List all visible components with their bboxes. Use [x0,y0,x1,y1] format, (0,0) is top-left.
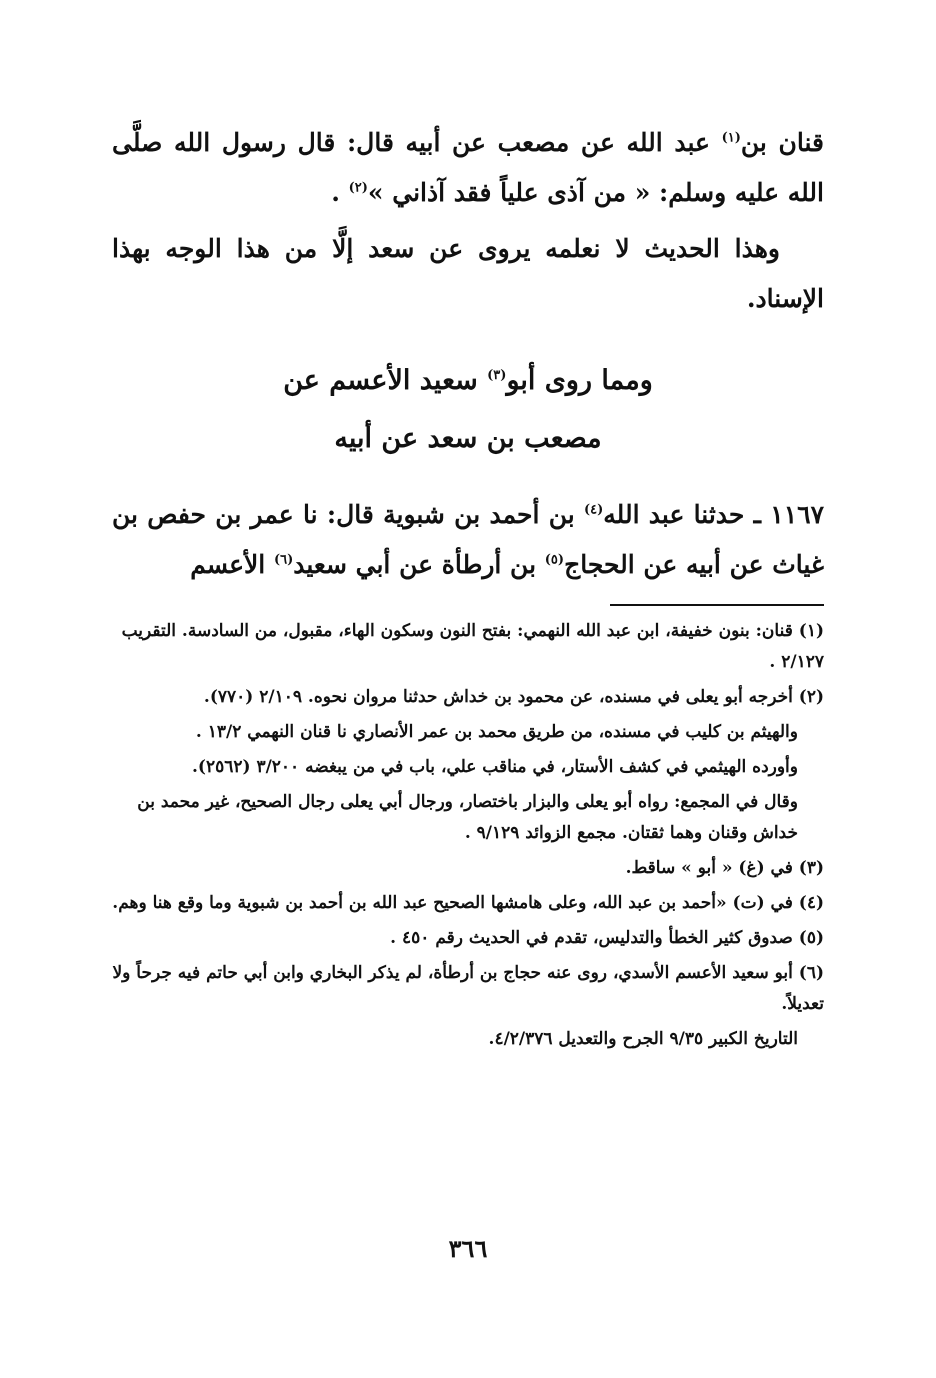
footnote-6-continuation: التاريخ الكبير ٩/٣٥ الجرح والتعديل ٤/٢/٣٧٦. [488,1029,798,1049]
footnote-ref-5[interactable]: (٥) [544,552,565,568]
footnote-ref-6[interactable]: (٦) [273,552,294,568]
footnote-2: (٢) أخرجه أبو يعلى في مسنده، عن محمود بن خداش حدثنا مروان نحوه. ٢/١٠٩ (٧٧٠). [203,687,824,707]
footnote-6: (٦) أبو سعيد الأعسم الأسدي، روى عنه حجاج بن أرطأة، لم يذكر البخاري وابن أبي حاتم فيه جرحاً ولا تعديلاً. [112,963,824,1014]
footnote-ref-1[interactable]: (١) [721,130,741,146]
footnote-ref-4[interactable]: (٤) [583,502,604,518]
heading-text: ومما روى أبو [506,365,653,396]
section-heading-line-1 [112,352,824,410]
footnote-3: (٣) في (غ) « أبو » ساقط. [625,858,824,878]
paragraph-commentary: وهذا الحديث لا نعلمه يروى عن سعد إلَّا من هذا الوجه بهذا الإسناد. [112,234,824,313]
text-span: قنان بن [740,128,824,157]
footnote-2-continuation: وأورده الهيثمي في كشف الأستار، في مناقب علي، باب في من يبغضه ٣/٢٠٠ (٢٥٦٢). [191,757,798,777]
footnote-1: (١) قنان: بنون خفيفة، ابن عبد الله النهمي: بفتح النون وسكون الهاء، مقبول، من السادسة. التقريب ٢/١٢٧ . [121,621,824,672]
page-number: ٣٦٦ [448,1234,488,1263]
main-text [112,118,824,590]
section-heading-line-2: مصعب بن سعد عن أبيه [334,423,602,454]
text-span: ١١٦٧ ـ حدثنا عبد الله [603,500,824,529]
text-span: . [331,178,349,207]
footnotes-section [112,616,824,1059]
footnote-divider [610,604,824,606]
paragraph-hadith-text [112,118,824,218]
text-span: الأعسم [190,550,274,579]
text-span: عبد الله عن مصعب عن أبيه قال: قال رسول الله صلَّى الله عليه وسلم: « من آذى علياً فقد آذاني » [112,128,824,207]
footnote-2-continuation: والهيثم بن كليب في مسنده، من طريق محمد بن عمر الأنصاري نا قنان النهمي ١٣/٢ . [195,722,798,742]
heading-text: سعيد الأعسم عن [283,365,488,396]
footnote-5: (٥) صدوق كثير الخطأ والتدليس، تقدم في الحديث رقم ٤٥٠ . [390,928,824,948]
footnote-ref-3[interactable]: (٣) [487,368,507,383]
footnote-4: (٤) في (ت) «أحمد بن عبد الله، وعلى هامشها الصحيح عبد الله بن أحمد بن شبوية وما وقع هنا وهم. [112,893,824,913]
footnote-2-continuation: وقال في المجمع: رواه أبو يعلى والبزار باختصار، ورجال أبي يعلى رجال الصحيح، غير محمد بن خداش وقنان وهما ثقتان. مجمع الزوائد ٩/١٢٩ . [137,792,798,843]
text-span: بن أرطأة عن أبي سعيد [293,550,545,579]
footnote-ref-2[interactable]: (٢) [348,180,368,196]
paragraph-hadith-1167 [112,490,824,590]
text-span: بن أحمد بن شبوية قال: نا عمر بن حفص بن غياث عن أبيه عن الحجاج [112,500,824,579]
